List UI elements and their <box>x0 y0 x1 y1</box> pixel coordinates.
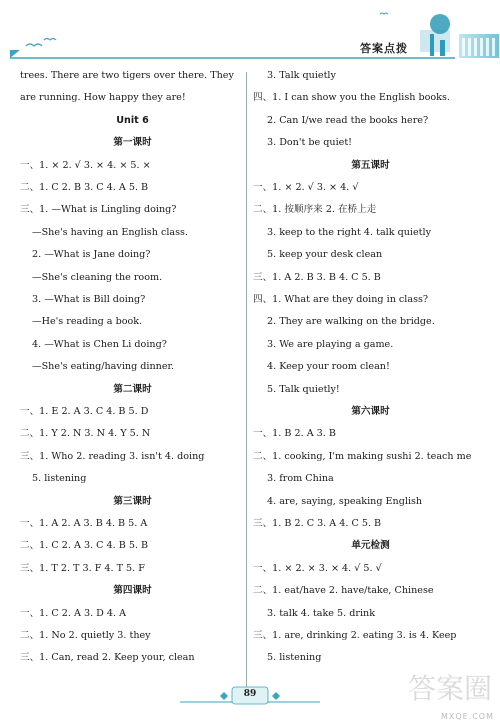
section-heading: 第二课时 <box>113 383 152 395</box>
answer-line: 三、1. —What is Lingling doing? <box>20 204 177 216</box>
watermark-url: MXQE.COM <box>440 712 494 721</box>
answer-line: 一、1. A 2. A 3. B 4. B 5. A <box>20 518 148 529</box>
answer-line: 2. They are walking on the bridge. <box>267 316 435 328</box>
answer-line: 5. Talk quietly! <box>267 383 340 395</box>
answer-line: —He's reading a book. <box>32 316 143 328</box>
answer-line: 一、1. × 2. √ 3. × 4. √ <box>253 182 359 193</box>
answer-line: 二、1. C 2. B 3. C 4. A 5. B <box>20 182 149 193</box>
answer-line: 4. Keep your room clean! <box>267 361 390 373</box>
answer-line: 一、1. B 2. A 3. B <box>253 428 336 440</box>
answer-line: 2. Can I/we read the books here? <box>267 114 429 126</box>
answer-line: 4. are, saying, speaking English <box>267 495 423 507</box>
answer-line: —She's eating/having dinner. <box>32 361 175 373</box>
header-decoration <box>0 0 500 68</box>
section-heading: Unit 6 <box>116 114 149 126</box>
section-heading: 单元检测 <box>351 540 390 552</box>
answer-line: 三、1. Can, read 2. Keep your, clean <box>20 652 195 664</box>
answer-line: 3. keep to the right 4. talk quietly <box>267 226 432 238</box>
answer-line: 三、1. B 2. C 3. A 4. C 5. B <box>253 518 382 529</box>
answer-line: 3. talk 4. take 5. drink <box>267 607 376 619</box>
answer-line: 三、1. T 2. T 3. F 4. T 5. F <box>20 562 145 574</box>
section-heading: 第一课时 <box>113 137 152 149</box>
answer-line: trees. There are two tigers over there. They <box>20 70 234 81</box>
answer-line: 5. keep your desk clean <box>267 249 383 261</box>
answer-line: 二、1. No 2. quietly 3. they <box>20 630 151 641</box>
column-divider <box>246 72 247 692</box>
answer-line: 二、1. eat/have 2. have/take, Chinese <box>253 585 434 597</box>
answer-line: 3. Don't be quiet! <box>267 137 353 149</box>
header-title: 答案点拨 <box>360 42 408 55</box>
answer-line: 一、1. C 2. A 3. D 4. A <box>20 607 127 619</box>
answer-line: 四、1. I can show you the English books. <box>253 92 450 104</box>
answer-line: 二、1. cooking, I'm making sushi 2. teach me <box>253 450 472 462</box>
answer-line: 三、1. A 2. B 3. B 4. C 5. B <box>253 271 381 283</box>
answer-line: 3. —What is Bill doing? <box>32 294 146 305</box>
answer-line: 4. —What is Chen Li doing? <box>32 338 167 350</box>
section-heading: 第四课时 <box>113 585 152 597</box>
answer-line: —She's cleaning the room. <box>32 271 163 283</box>
answer-line: 一、1. × 2. × 3. × 4. √ 5. √ <box>253 562 382 574</box>
page-header <box>0 0 500 68</box>
answer-line: 一、1. × 2. √ 3. × 4. × 5. × <box>20 159 151 171</box>
section-heading: 第三课时 <box>113 495 152 507</box>
page-number: 89 <box>243 689 257 699</box>
watermark-logo: 答案圈 <box>407 672 492 705</box>
answer-line: 3. Talk quietly <box>267 70 336 81</box>
answer-line: are running. How happy they are! <box>20 92 186 104</box>
answer-line: —She's having an English class. <box>32 226 189 238</box>
answer-line: 3. We are playing a game. <box>267 338 394 350</box>
answer-line: 二、1. Y 2. N 3. N 4. Y 5. N <box>20 428 151 440</box>
answer-line: 2. —What is Jane doing? <box>32 249 151 261</box>
section-heading: 第六课时 <box>351 406 390 417</box>
answer-line: 二、1. C 2. A 3. C 4. B 5. B <box>20 540 149 552</box>
answer-line: 三、1. Who 2. reading 3. isn't 4. doing <box>20 450 205 462</box>
answer-line: 3. from China <box>267 473 334 485</box>
answer-line: 四、1. What are they doing in class? <box>253 294 429 305</box>
answer-line: 5. listening <box>32 473 87 485</box>
answer-line: 二、1. 按顺序来 2. 在桥上走 <box>253 204 377 216</box>
answer-line: 5. listening <box>267 652 322 664</box>
answer-line: 一、1. E 2. A 3. C 4. B 5. D <box>20 406 149 417</box>
answer-line: 三、1. are, drinking 2. eating 3. is 4. Keep <box>253 630 457 641</box>
section-heading: 第五课时 <box>351 159 390 171</box>
